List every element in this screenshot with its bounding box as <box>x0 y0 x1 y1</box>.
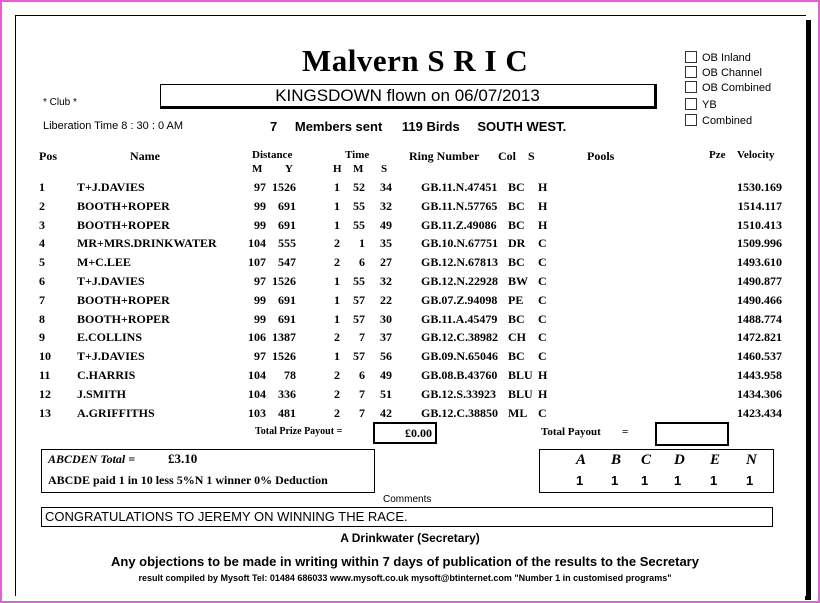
table-row <box>0 312 800 330</box>
total-payout-label: Total Payout <box>541 426 601 438</box>
yards-cell: 691 <box>278 311 296 326</box>
miles-cell: 103 <box>248 405 266 420</box>
yards-cell: 336 <box>278 386 296 401</box>
abcden-note: ABCDE paid 1 in 10 less 5%N 1 winner 0% Deduction <box>48 473 328 487</box>
minutes-cell: 1 <box>359 236 365 251</box>
pos-cell: 11 <box>39 368 51 382</box>
pos-cell: 10 <box>39 349 51 364</box>
name-cell: BOOTH+ROPER <box>77 198 170 213</box>
velocity-cell: 1509.996 <box>737 236 782 251</box>
miles-cell: 106 <box>248 330 266 345</box>
velocity-cell: 1530.169 <box>737 180 782 194</box>
seconds-cell: 49 <box>380 217 392 232</box>
secretary-line: A Drinkwater (Secretary) <box>340 531 480 545</box>
col-time: Time <box>345 149 370 161</box>
colour-cell: CH <box>508 330 526 345</box>
pos-cell: 4 <box>39 236 45 251</box>
section-cell: C <box>538 274 547 288</box>
pos-cell: 6 <box>39 274 45 288</box>
miles-cell: 97 <box>254 274 266 288</box>
ring-cell: GB.12.C.38982 <box>421 330 499 345</box>
col-name: Name <box>130 149 160 163</box>
minutes-cell: 57 <box>353 349 365 364</box>
velocity-cell: 1510.413 <box>737 217 782 232</box>
name-cell: J.SMITH <box>77 386 127 401</box>
checkbox-label: Combined <box>702 115 753 127</box>
section-label: SOUTH WEST. <box>477 119 567 134</box>
table-row <box>0 180 800 198</box>
hours-cell: 2 <box>334 405 340 420</box>
velocity-cell: 1514.117 <box>737 198 782 213</box>
pos-cell: 9 <box>39 330 45 345</box>
table-row <box>0 218 800 236</box>
col-miles: M <box>252 163 263 175</box>
minutes-cell: 6 <box>359 255 365 270</box>
section-cell: H <box>538 198 548 213</box>
table-row <box>0 387 800 405</box>
table-row <box>0 349 800 367</box>
checkbox-box[interactable] <box>685 98 697 110</box>
colour-cell: BLU <box>508 386 533 401</box>
miles-cell: 107 <box>248 255 266 270</box>
table-row <box>0 199 800 217</box>
seconds-cell: 27 <box>380 255 392 270</box>
checkbox-box[interactable] <box>685 51 697 63</box>
hours-cell: 2 <box>334 368 340 382</box>
section-cell: H <box>538 386 548 401</box>
total-prize-value: £0.00 <box>405 426 432 440</box>
seconds-cell: 56 <box>380 349 392 364</box>
pos-cell: 7 <box>39 292 45 307</box>
yards-cell: 1387 <box>272 330 296 345</box>
col-section: S <box>528 149 535 163</box>
colour-cell: BW <box>508 274 529 288</box>
pos-cell: 12 <box>39 386 51 401</box>
section-cell: C <box>538 311 547 326</box>
checkbox-label: YB <box>702 99 717 111</box>
velocity-cell: 1434.306 <box>737 386 782 401</box>
minutes-cell: 55 <box>353 274 365 288</box>
seconds-cell: 35 <box>380 236 392 251</box>
checkbox-combined[interactable] <box>685 114 752 127</box>
ring-cell: GB.10.N.67751 <box>421 236 499 251</box>
members-count: 7 <box>270 119 278 134</box>
seconds-cell: 32 <box>380 198 392 213</box>
pos-cell: 3 <box>39 217 45 232</box>
seconds-cell: 32 <box>380 274 392 288</box>
pool-letter: E <box>710 452 721 468</box>
section-cell: H <box>538 368 548 382</box>
velocity-cell: 1490.877 <box>737 274 782 288</box>
miles-cell: 99 <box>254 198 266 213</box>
col-yards: Y <box>285 163 293 175</box>
section-cell: C <box>538 349 547 364</box>
yards-cell: 691 <box>278 217 296 232</box>
section-cell: C <box>538 330 547 345</box>
colour-cell: BC <box>508 198 525 213</box>
pool-count: 1 <box>641 473 649 488</box>
table-row <box>0 368 800 386</box>
colour-cell: BC <box>508 255 525 270</box>
yards-cell: 481 <box>278 405 296 420</box>
section-cell: H <box>538 217 548 232</box>
minutes-cell: 55 <box>353 198 365 213</box>
table-row <box>0 236 800 254</box>
checkbox-label: OB Inland <box>702 52 751 64</box>
colour-cell: PE <box>508 292 524 307</box>
seconds-cell: 37 <box>380 330 392 345</box>
seconds-cell: 34 <box>380 180 392 194</box>
pos-cell: 2 <box>39 198 45 213</box>
ring-cell: GB.09.N.65046 <box>421 349 499 364</box>
velocity-cell: 1443.958 <box>737 368 782 382</box>
minutes-cell: 57 <box>353 311 365 326</box>
name-cell: C.HARRIS <box>77 368 136 382</box>
hours-cell: 1 <box>334 311 340 326</box>
hours-cell: 2 <box>334 255 340 270</box>
pool-letter: A <box>576 452 587 468</box>
members-label: Members sent <box>294 119 383 134</box>
total-prize-box <box>373 422 437 444</box>
miles-cell: 104 <box>248 236 266 251</box>
abcden-total-value: £3.10 <box>168 451 198 466</box>
pool-count: 1 <box>611 473 619 488</box>
club-label: * Club * <box>43 97 77 108</box>
name-cell: T+J.DAVIES <box>77 349 145 364</box>
pool-letter: D <box>674 452 685 468</box>
ring-cell: GB.12.S.33923 <box>421 386 497 401</box>
ring-cell: GB.12.C.38850 <box>421 405 499 420</box>
colour-cell: ML <box>508 405 528 420</box>
objections-notice: Any objections to be made in writing within 7 days of publication of the results to the Secretary <box>111 554 699 569</box>
section-cell: C <box>538 405 547 420</box>
minutes-cell: 52 <box>353 180 365 194</box>
table-row <box>0 255 800 273</box>
hours-cell: 1 <box>334 180 340 194</box>
col-distance: Distance <box>252 149 293 161</box>
col-colour: Col <box>498 149 516 163</box>
hours-cell: 2 <box>334 236 340 251</box>
hours-cell: 2 <box>334 386 340 401</box>
name-cell: MR+MRS.DRINKWATER <box>77 236 217 251</box>
colour-cell: BC <box>508 180 525 194</box>
velocity-cell: 1490.466 <box>737 292 782 307</box>
seconds-cell: 22 <box>380 292 392 307</box>
total-payout-equals: = <box>622 426 629 438</box>
pos-cell: 13 <box>39 405 51 420</box>
col-pos: Pos <box>39 149 57 163</box>
pool-letter: B <box>611 452 622 468</box>
table-row <box>0 293 800 311</box>
velocity-cell: 1488.774 <box>737 311 782 326</box>
colour-cell: BC <box>508 217 525 232</box>
minutes-cell: 55 <box>353 217 365 232</box>
table-row <box>0 330 800 348</box>
hours-cell: 1 <box>334 217 340 232</box>
miles-cell: 97 <box>254 180 266 194</box>
miles-cell: 99 <box>254 217 266 232</box>
minutes-cell: 57 <box>353 292 365 307</box>
table-row <box>0 274 800 292</box>
yards-cell: 547 <box>278 255 296 270</box>
seconds-cell: 49 <box>380 368 392 382</box>
velocity-cell: 1493.610 <box>737 255 782 270</box>
pos-cell: 8 <box>39 311 45 326</box>
birds-count: 119 Birds <box>401 119 460 134</box>
liberation-time: Liberation Time 8 : 30 : 0 AM <box>43 120 184 132</box>
col-velocity: Velocity <box>737 149 775 161</box>
checkbox-box[interactable] <box>685 66 697 78</box>
pos-cell: 1 <box>39 180 45 194</box>
checkbox-label: OB Channel <box>702 67 762 79</box>
ring-cell: GB.11.N.47451 <box>421 180 498 194</box>
yards-cell: 691 <box>278 292 296 307</box>
pool-letter: N <box>746 452 757 468</box>
ring-cell: GB.11.Z.49086 <box>421 217 497 232</box>
compiled-by-line: result compiled by Mysoft Tel: 01484 686033 www.mysoft.co.uk mysoft@btinternet.com "Number 1 in customised programs" <box>138 573 672 583</box>
colour-cell: DR <box>508 236 526 251</box>
yards-cell: 555 <box>278 236 296 251</box>
hours-cell: 2 <box>334 330 340 345</box>
seconds-cell: 51 <box>380 386 392 401</box>
seconds-cell: 42 <box>380 405 392 420</box>
name-cell: T+J.DAVIES <box>77 274 145 288</box>
miles-cell: 99 <box>254 292 266 307</box>
total-prize-label: Total Prize Payout = <box>255 426 343 437</box>
checkbox-box[interactable] <box>685 81 697 93</box>
pool-count: 1 <box>576 473 584 488</box>
minutes-cell: 7 <box>359 330 365 345</box>
name-cell: BOOTH+ROPER <box>77 217 170 232</box>
section-cell: C <box>538 292 547 307</box>
col-hours: H <box>333 163 342 175</box>
checkbox-box[interactable] <box>685 114 697 126</box>
name-cell: BOOTH+ROPER <box>77 292 170 307</box>
comments-text: CONGRATULATIONS TO JEREMY ON WINNING THE RACE. <box>45 509 408 524</box>
hours-cell: 1 <box>334 349 340 364</box>
velocity-cell: 1460.537 <box>737 349 782 364</box>
comments-box <box>41 507 773 527</box>
name-cell: E.COLLINS <box>77 330 143 345</box>
checkbox-label: OB Combined <box>702 82 772 94</box>
yards-cell: 1526 <box>272 349 296 364</box>
ring-cell: GB.12.N.67813 <box>421 255 499 270</box>
yards-cell: 691 <box>278 198 296 213</box>
section-cell: C <box>538 255 547 270</box>
name-cell: T+J.DAVIES <box>77 180 145 194</box>
miles-cell: 104 <box>248 368 266 382</box>
checkbox-yb[interactable] <box>685 98 717 111</box>
pool-count: 1 <box>746 473 754 488</box>
col-ring: Ring Number <box>409 149 480 163</box>
yards-cell: 78 <box>284 368 296 382</box>
name-cell: A.GRIFFITHS <box>77 405 155 420</box>
ring-cell: GB.08.B.43760 <box>421 368 498 382</box>
checkbox-ob-channel[interactable] <box>685 66 762 79</box>
comments-label: Comments <box>383 494 432 505</box>
pool-count: 1 <box>710 473 718 488</box>
name-cell: BOOTH+ROPER <box>77 311 170 326</box>
pool-letter: C <box>641 452 652 468</box>
checkbox-ob-combined[interactable] <box>685 81 771 94</box>
ring-cell: GB.11.A.45479 <box>421 311 498 326</box>
page-title: Malvern S R I C <box>302 43 529 78</box>
table-row <box>0 406 800 424</box>
velocity-cell: 1423.434 <box>737 405 782 420</box>
pools-grid <box>539 449 774 493</box>
col-minutes: M <box>353 163 364 175</box>
pos-cell: 5 <box>39 255 45 270</box>
ring-cell: GB.12.N.22928 <box>421 274 499 288</box>
ring-cell: GB.11.N.57765 <box>421 198 498 213</box>
checkbox-ob-inland[interactable] <box>685 51 751 64</box>
abcden-box <box>41 449 375 493</box>
colour-cell: BC <box>508 349 525 364</box>
sent-summary <box>270 119 566 134</box>
yards-cell: 1526 <box>272 180 296 194</box>
section-cell: C <box>538 236 547 251</box>
minutes-cell: 6 <box>359 368 365 382</box>
col-pools: Pools <box>587 149 615 163</box>
hours-cell: 1 <box>334 198 340 213</box>
velocity-cell: 1472.821 <box>737 330 782 345</box>
hours-cell: 1 <box>334 274 340 288</box>
race-banner: KINGSDOWN flown on 06/07/2013 <box>160 84 657 109</box>
miles-cell: 97 <box>254 349 266 364</box>
section-cell: H <box>538 180 548 194</box>
abcden-total-label: ABCDEN Total = <box>48 452 136 466</box>
name-cell: M+C.LEE <box>77 255 131 270</box>
miles-cell: 99 <box>254 311 266 326</box>
minutes-cell: 7 <box>359 386 365 401</box>
minutes-cell: 7 <box>359 405 365 420</box>
total-payout-box <box>655 422 729 446</box>
colour-cell: BLU <box>508 368 533 382</box>
ring-cell: GB.07.Z.94098 <box>421 292 498 307</box>
seconds-cell: 30 <box>380 311 392 326</box>
pool-count: 1 <box>674 473 682 488</box>
col-seconds: S <box>381 163 388 175</box>
yards-cell: 1526 <box>272 274 296 288</box>
hours-cell: 1 <box>334 292 340 307</box>
colour-cell: BC <box>508 311 525 326</box>
col-prize: Pze <box>709 149 726 161</box>
miles-cell: 104 <box>248 386 266 401</box>
